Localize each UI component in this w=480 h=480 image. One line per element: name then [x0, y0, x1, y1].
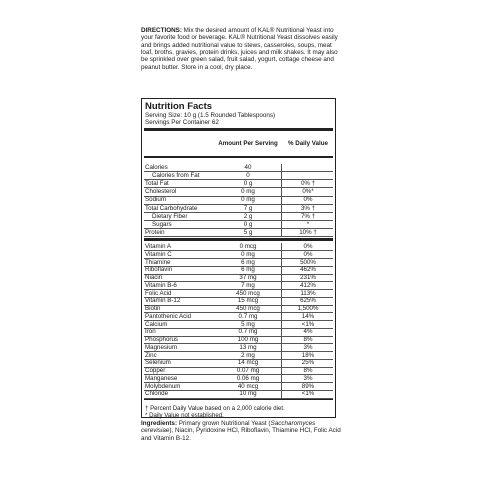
nutrient-amount: 0 mcg — [239, 243, 257, 250]
nutrient-daily-value: 412% — [300, 281, 316, 289]
nutrient-amount: 0 mg — [241, 250, 255, 258]
nutrient-daily-value: 18% — [301, 351, 315, 359]
nutrient-label: Biotin — [145, 305, 161, 312]
nutrient-amount: 450 mcg — [236, 305, 260, 312]
nutrient-row — [144, 164, 333, 172]
nutrient-label: Sugars — [152, 220, 172, 228]
nutrient-daily-value: 4% — [303, 328, 313, 336]
nutrient-daily-value: 25% — [301, 359, 315, 367]
nutrient-daily-value: <1% — [301, 390, 315, 398]
nutrient-daily-value: 8% — [303, 336, 313, 343]
directions-body: Mix the desired amount of KAL® Nutritional Yeast into your favorite food or beverage. KAL® Nutritional Yeast dissolves easily and brings added nutritional value to stews, casseroles, soups, meat loaf, broths, gravies, protein drinks, juices and milk shakes. It may also be sprinkled over green salad, fruit salad, yogurt, cottage cheese and peanut butter. Store in a cool, dry place. — [141, 27, 338, 71]
nutrient-amount: 0 mg — [241, 196, 255, 204]
ingredients-body-1: Primary grown Nutritional Yeast ( — [177, 420, 271, 427]
nutrient-daily-value: 113% — [300, 289, 316, 297]
daily-value-header: % Daily Value — [288, 140, 328, 147]
nutrient-daily-value: * — [306, 220, 310, 228]
column-divider — [281, 164, 282, 171]
nutrient-amount: 40 — [244, 164, 252, 171]
nutrient-label: Vitamin C — [145, 250, 172, 258]
nutrient-daily-value: 0% — [303, 196, 313, 204]
nutrient-row — [144, 205, 333, 213]
nutrient-label: Dietary Fiber — [152, 212, 188, 220]
nutrient-label: Manganese — [145, 374, 178, 382]
nutrient-daily-value: 625% — [300, 297, 316, 305]
nutrient-amount: 0.06 mg — [236, 374, 260, 382]
nutrient-amount: 100 mg — [237, 336, 259, 343]
nutrition-facts-title: Nutrition Facts — [145, 101, 213, 112]
nutrient-amount: 0 g — [243, 180, 253, 188]
nutrient-amount: 7 g — [243, 204, 253, 212]
nutrient-daily-value: 10% † — [299, 228, 317, 236]
nutrient-label: Protein — [145, 228, 165, 236]
nutrient-amount: 15 mcg — [237, 297, 259, 305]
nutrient-label: Calories from Fat — [152, 172, 200, 180]
nutrient-daily-value: 89% — [301, 382, 315, 390]
nutrient-label: Selenium — [145, 359, 171, 367]
nutrient-label: Zinc — [145, 351, 157, 359]
nutrient-daily-value: 8% — [303, 367, 313, 374]
nutrient-amount: 6 mg — [241, 258, 255, 266]
nutrient-row — [144, 188, 333, 196]
nutrient-amount: 40 mcg — [237, 382, 259, 390]
thick-rule-2 — [144, 238, 333, 241]
nutrient-label: Total Carbohydrate — [145, 204, 198, 212]
nutrient-amount: 5 g — [243, 228, 253, 236]
footnotes — [145, 405, 285, 419]
footnote-percent-dv: † Percent Daily Value based on a 2,000 calorie diet. — [145, 405, 285, 412]
nutrient-daily-value: 231% — [300, 274, 316, 281]
nutrient-label: Riboflavin — [145, 266, 173, 274]
nutrient-amount: 10 mg — [239, 390, 257, 398]
nutrient-label: Total Fat — [145, 180, 169, 188]
nutrient-label: Iron — [145, 328, 156, 336]
directions-label: DIRECTIONS: — [141, 27, 182, 34]
ingredients-label: Ingredients: — [141, 420, 178, 427]
nutrient-label: Calcium — [145, 320, 168, 328]
nutrient-label: Pantothenic Acid — [145, 312, 192, 320]
nutrient-label: Copper — [145, 367, 166, 374]
nutrient-label: Sodium — [145, 196, 166, 204]
nutrient-row — [144, 229, 333, 237]
nutrient-row — [144, 180, 333, 188]
nutrient-row — [144, 196, 333, 204]
nutrient-amount: 13 mg — [239, 343, 257, 351]
ingredients-body-2: ), Niacin, Pyridoxine HCl, Riboflavin, Thiamine HCl, Folic Acid and Vitamin B-12. — [141, 427, 341, 442]
servings-per-container: Servings Per Container 62 — [145, 119, 219, 126]
nutrient-amount: 0.7 mg — [238, 312, 258, 320]
nutrient-label: Vitamin B-12 — [145, 297, 181, 305]
thick-rule — [144, 128, 333, 131]
nutrient-amount: 0 mg — [241, 188, 255, 196]
nutrient-label: Molybdenum — [145, 382, 181, 390]
nutrient-amount: 2 g — [243, 212, 253, 220]
nutrient-amount: 0 g — [243, 220, 253, 228]
nutrient-amount: 450 mcg — [236, 289, 260, 297]
nutrient-daily-value: <1% — [301, 320, 315, 328]
nutrient-row — [144, 221, 333, 229]
nutrient-amount: 37 mg — [239, 274, 257, 281]
nutrient-label: Folic Acid — [145, 289, 172, 297]
nutrient-label: Vitamin B-6 — [145, 281, 177, 289]
nutrient-amount: 0.07 mg — [236, 367, 260, 374]
nutrient-label: Phosphorus — [145, 336, 179, 343]
nutrient-daily-value: 0% † — [300, 180, 316, 188]
nutrient-daily-value: 0% — [303, 250, 313, 258]
nutrient-amount: 14 mcg — [237, 359, 259, 367]
nutrient-amount: 6 mg — [241, 266, 255, 274]
nutrient-label: Calories — [145, 164, 168, 171]
nutrient-row — [144, 390, 333, 398]
nutrient-amount: 7 mg — [241, 281, 255, 289]
ingredients-italic: Saccharomyces cerevisiae — [141, 420, 316, 435]
nutrition-facts-panel — [141, 98, 336, 418]
nutrient-label: Magnesium — [145, 343, 177, 351]
nutrient-daily-value: 1,500% — [297, 305, 319, 312]
nutrient-amount: 0.7 mg — [238, 328, 258, 336]
nutrient-daily-value: 14% — [301, 312, 315, 320]
nutrient-row — [144, 213, 333, 221]
nutrient-amount: 2 mg — [241, 351, 255, 359]
nutrient-daily-value: 462% — [300, 266, 316, 274]
nutrient-label: Niacin — [145, 274, 163, 281]
nutrient-amount: 5 mg — [241, 320, 255, 328]
directions-text — [141, 27, 341, 71]
column-divider — [281, 172, 282, 179]
nutrient-row — [144, 172, 333, 180]
serving-size: Serving Size: 10 g (1.5 Rounded Tablespoons) — [145, 112, 276, 119]
footnote-not-established: * Daily Value not established. — [145, 412, 224, 420]
nutrient-daily-value: 7% † — [300, 212, 316, 220]
footnote-rule — [144, 399, 333, 400]
nutrient-label: Thiamine — [145, 258, 171, 266]
nutrient-daily-value: 500% — [300, 258, 316, 266]
nutrient-label: Cholesterol — [145, 188, 177, 196]
nutrient-daily-value: 3% † — [300, 204, 316, 212]
nutrient-daily-value: 0%* — [302, 188, 314, 196]
header-rule — [144, 156, 333, 158]
ingredients-text — [141, 420, 341, 442]
nutrient-label: Chloride — [145, 390, 169, 398]
nutrient-daily-value: 3% — [303, 343, 313, 351]
nutrient-amount: 0 — [246, 172, 250, 180]
amount-per-serving-header: Amount Per Serving — [218, 140, 278, 147]
nutrient-daily-value: 3% — [303, 374, 313, 382]
nutrient-label: Vitamin A — [145, 243, 172, 250]
nutrient-daily-value: 0% — [303, 243, 313, 250]
